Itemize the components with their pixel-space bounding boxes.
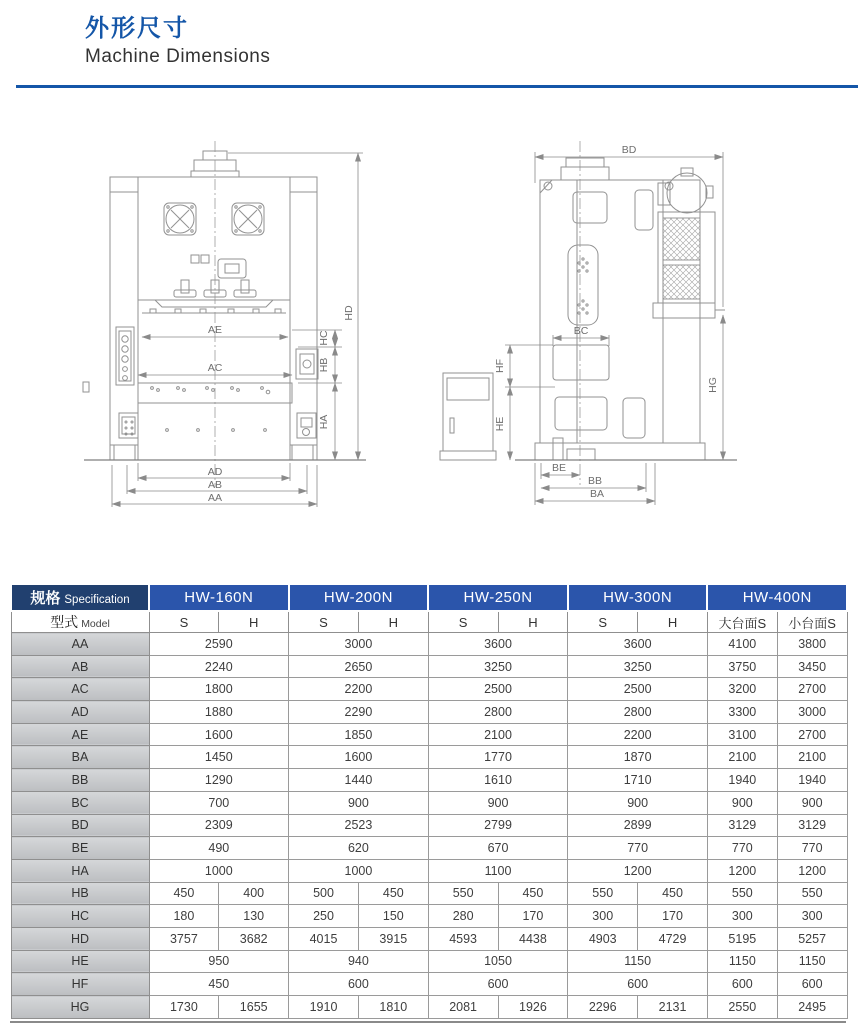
row-label: HD xyxy=(11,927,149,950)
table-cell: 600 xyxy=(777,973,847,996)
table-cell: 770 xyxy=(568,837,708,860)
table-cell: 280 xyxy=(428,905,498,928)
table-cell: 450 xyxy=(358,882,428,905)
row-label: HA xyxy=(11,859,149,882)
table-cell: 4438 xyxy=(498,927,568,950)
title-divider xyxy=(16,85,858,88)
table-cell: 2296 xyxy=(568,996,638,1019)
table-cell: 1940 xyxy=(777,769,847,792)
table-row xyxy=(11,859,847,882)
table-cell: 4015 xyxy=(289,927,359,950)
row-label: HE xyxy=(11,950,149,973)
row-label: BE xyxy=(11,837,149,860)
table-cell: 1450 xyxy=(149,746,289,769)
table-row xyxy=(11,746,847,769)
table-cell: 3200 xyxy=(707,678,777,701)
table-cell: 150 xyxy=(358,905,428,928)
table-cell: 4903 xyxy=(568,927,638,950)
table-cell: 770 xyxy=(707,837,777,860)
side-dimensions xyxy=(494,144,723,505)
flywheel-motor xyxy=(658,168,713,213)
table-cell: 600 xyxy=(568,973,708,996)
table-row xyxy=(11,837,847,860)
model-header-hw250n: HW-250N xyxy=(428,584,568,611)
table-cell: 2100 xyxy=(777,746,847,769)
table-cell: 1150 xyxy=(707,950,777,973)
table-row xyxy=(11,905,847,928)
subheader-cell: H xyxy=(498,611,568,633)
table-cell: 550 xyxy=(428,882,498,905)
dim-label-ac: AC xyxy=(207,362,223,374)
table-cell: 400 xyxy=(219,882,289,905)
table-row xyxy=(11,791,847,814)
table-cell: 600 xyxy=(289,973,429,996)
table-cell: 2650 xyxy=(289,655,429,678)
table-cell: 1880 xyxy=(149,701,289,724)
row-label: AA xyxy=(11,633,149,656)
table-cell: 770 xyxy=(777,837,847,860)
dim-label-hb: HB xyxy=(318,357,330,373)
page-title-en: Machine Dimensions xyxy=(85,46,271,68)
spec-header-zh: 规格 xyxy=(30,590,61,607)
table-cell: 300 xyxy=(707,905,777,928)
table-cell: 2550 xyxy=(707,996,777,1019)
row-label: AD xyxy=(11,701,149,724)
table-cell: 5195 xyxy=(707,927,777,950)
table-cell: 2081 xyxy=(428,996,498,1019)
table-cell: 3682 xyxy=(219,927,289,950)
dim-label-ad: AD xyxy=(207,466,223,478)
dim-label-bd: BD xyxy=(621,144,637,156)
table-row xyxy=(11,701,847,724)
table-cell: 130 xyxy=(219,905,289,928)
spec-header xyxy=(11,584,149,611)
table-cell: 2500 xyxy=(428,678,568,701)
press-crown xyxy=(110,151,317,460)
dim-label-ba: BA xyxy=(589,488,605,500)
table-subheader-row xyxy=(11,611,847,633)
table-cell: 4729 xyxy=(638,927,708,950)
type-header-en: Model xyxy=(81,618,110,630)
table-cell: 300 xyxy=(568,905,638,928)
table-cell: 4593 xyxy=(428,927,498,950)
row-label: HC xyxy=(11,905,149,928)
dim-label-bb: BB xyxy=(587,475,603,487)
table-row xyxy=(11,996,847,1019)
dim-label-ab: AB xyxy=(207,479,223,491)
table-row xyxy=(11,973,847,996)
table-cell: 2200 xyxy=(568,723,708,746)
front-dimensions xyxy=(112,153,363,507)
table-cell: 3250 xyxy=(568,655,708,678)
table-cell: 1000 xyxy=(289,859,429,882)
table-cell: 490 xyxy=(149,837,289,860)
table-cell: 900 xyxy=(707,791,777,814)
table-cell: 900 xyxy=(289,791,429,814)
table-cell: 3100 xyxy=(707,723,777,746)
table-cell: 550 xyxy=(568,882,638,905)
dim-label-hg: HG xyxy=(707,377,719,393)
table-cell: 2523 xyxy=(289,814,429,837)
subheader-cell: 小台面S xyxy=(777,611,847,633)
table-cell: 3757 xyxy=(149,927,219,950)
dim-label-ha: HA xyxy=(318,414,330,430)
table-cell: 600 xyxy=(428,973,568,996)
table-cell: 1600 xyxy=(149,723,289,746)
table-cell: 1870 xyxy=(568,746,708,769)
dim-label-he: HE xyxy=(494,416,506,432)
table-cell: 170 xyxy=(498,905,568,928)
table-cell: 2309 xyxy=(149,814,289,837)
type-header-zh: 型式 xyxy=(50,614,79,630)
table-cell: 940 xyxy=(289,950,429,973)
subheader-cell: H xyxy=(638,611,708,633)
table-cell: 1000 xyxy=(149,859,289,882)
model-header-hw160n: HW-160N xyxy=(149,584,289,611)
table-cell: 4100 xyxy=(707,633,777,656)
table-cell: 1050 xyxy=(428,950,568,973)
table-cell: 1940 xyxy=(707,769,777,792)
model-header-hw300n: HW-300N xyxy=(568,584,708,611)
table-cell: 550 xyxy=(707,882,777,905)
page-title-zh: 外形尺寸 xyxy=(85,15,189,42)
table-row xyxy=(11,633,847,656)
row-label: HB xyxy=(11,882,149,905)
table-cell: 3129 xyxy=(707,814,777,837)
table-cell: 1655 xyxy=(219,996,289,1019)
table-cell: 3800 xyxy=(777,633,847,656)
table-cell: 950 xyxy=(149,950,289,973)
table-cell: 550 xyxy=(777,882,847,905)
subheader-cell: S xyxy=(428,611,498,633)
row-label: HG xyxy=(11,996,149,1019)
row-label: BC xyxy=(11,791,149,814)
table-cell: 2800 xyxy=(428,701,568,724)
page-bottom-rule xyxy=(10,1021,846,1023)
table-cell: 2100 xyxy=(428,723,568,746)
table-cell: 900 xyxy=(777,791,847,814)
table-cell: 2100 xyxy=(707,746,777,769)
table-cell: 180 xyxy=(149,905,219,928)
page-header xyxy=(85,16,270,68)
table-cell: 3129 xyxy=(777,814,847,837)
table-cell: 1610 xyxy=(428,769,568,792)
table-row xyxy=(11,655,847,678)
row-label: BA xyxy=(11,746,149,769)
row-label: HF xyxy=(11,973,149,996)
table-cell: 2700 xyxy=(777,723,847,746)
subheader-cell: S xyxy=(568,611,638,633)
table-cell: 1100 xyxy=(428,859,568,882)
table-row xyxy=(11,678,847,701)
table-cell: 2500 xyxy=(568,678,708,701)
table-cell: 2495 xyxy=(777,996,847,1019)
table-cell: 450 xyxy=(498,882,568,905)
table-cell: 3750 xyxy=(707,655,777,678)
table-cell: 450 xyxy=(149,973,289,996)
row-label: AC xyxy=(11,678,149,701)
subheader-cell: S xyxy=(289,611,359,633)
table-cell: 1150 xyxy=(777,950,847,973)
table-cell: 2590 xyxy=(149,633,289,656)
table-cell: 3300 xyxy=(707,701,777,724)
table-cell: 500 xyxy=(289,882,359,905)
table-cell: 3000 xyxy=(777,701,847,724)
table-cell: 5257 xyxy=(777,927,847,950)
table-cell: 2131 xyxy=(638,996,708,1019)
spec-table xyxy=(10,583,848,1019)
model-header-hw200n: HW-200N xyxy=(289,584,429,611)
table-cell: 1770 xyxy=(428,746,568,769)
table-cell: 1730 xyxy=(149,996,219,1019)
table-cell: 1290 xyxy=(149,769,289,792)
table-cell: 2290 xyxy=(289,701,429,724)
table-cell: 3250 xyxy=(428,655,568,678)
table-cell: 2799 xyxy=(428,814,568,837)
table-cell: 1926 xyxy=(498,996,568,1019)
table-cell: 1150 xyxy=(568,950,708,973)
table-row xyxy=(11,814,847,837)
dim-label-ae: AE xyxy=(207,324,223,336)
table-cell: 1200 xyxy=(777,859,847,882)
dim-label-hc: HC xyxy=(318,330,330,346)
table-cell: 250 xyxy=(289,905,359,928)
model-header-hw400n: HW-400N xyxy=(707,584,847,611)
table-header-row xyxy=(11,584,847,611)
table-cell: 1850 xyxy=(289,723,429,746)
subheader-cell: S xyxy=(149,611,219,633)
dim-label-hd: HD xyxy=(343,305,355,321)
subheader-cell: H xyxy=(358,611,428,633)
table-cell: 670 xyxy=(428,837,568,860)
press-slide xyxy=(138,280,290,313)
dim-label-bc: BC xyxy=(573,325,589,337)
table-cell: 600 xyxy=(707,973,777,996)
spec-table-body xyxy=(11,633,847,1019)
table-cell: 1440 xyxy=(289,769,429,792)
table-row xyxy=(11,927,847,950)
table-cell: 450 xyxy=(638,882,708,905)
table-cell: 3000 xyxy=(289,633,429,656)
table-cell: 3450 xyxy=(777,655,847,678)
table-cell: 900 xyxy=(568,791,708,814)
table-cell: 620 xyxy=(289,837,429,860)
table-cell: 2899 xyxy=(568,814,708,837)
table-cell: 1800 xyxy=(149,678,289,701)
table-cell: 170 xyxy=(638,905,708,928)
subheader-cell: H xyxy=(219,611,289,633)
row-label: BD xyxy=(11,814,149,837)
table-cell: 2240 xyxy=(149,655,289,678)
belt-guard xyxy=(653,212,725,318)
table-cell: 3915 xyxy=(358,927,428,950)
dim-label-hf: HF xyxy=(494,359,506,373)
subheader-cell: 大台面S xyxy=(707,611,777,633)
table-cell: 1810 xyxy=(358,996,428,1019)
table-cell: 1910 xyxy=(289,996,359,1019)
table-row xyxy=(11,882,847,905)
table-cell: 700 xyxy=(149,791,289,814)
table-row xyxy=(11,769,847,792)
table-cell: 3600 xyxy=(428,633,568,656)
table-row xyxy=(11,950,847,973)
table-cell: 1710 xyxy=(568,769,708,792)
side-view-drawing xyxy=(425,135,765,520)
table-cell: 2800 xyxy=(568,701,708,724)
type-header xyxy=(11,611,149,633)
table-cell: 300 xyxy=(777,905,847,928)
table-cell: 1600 xyxy=(289,746,429,769)
table-cell: 2700 xyxy=(777,678,847,701)
side-body xyxy=(535,158,705,460)
table-cell: 450 xyxy=(149,882,219,905)
dim-label-aa: AA xyxy=(207,492,223,504)
spec-header-en: Specification xyxy=(64,594,130,606)
table-cell: 1200 xyxy=(707,859,777,882)
front-view-drawing xyxy=(80,135,370,520)
row-label: AB xyxy=(11,655,149,678)
table-cell: 900 xyxy=(428,791,568,814)
row-label: BB xyxy=(11,769,149,792)
table-cell: 2200 xyxy=(289,678,429,701)
dim-label-be: BE xyxy=(551,462,567,474)
table-cell: 3600 xyxy=(568,633,708,656)
table-cell: 1200 xyxy=(568,859,708,882)
row-label: AE xyxy=(11,723,149,746)
table-row xyxy=(11,723,847,746)
control-cabinet xyxy=(440,373,496,460)
